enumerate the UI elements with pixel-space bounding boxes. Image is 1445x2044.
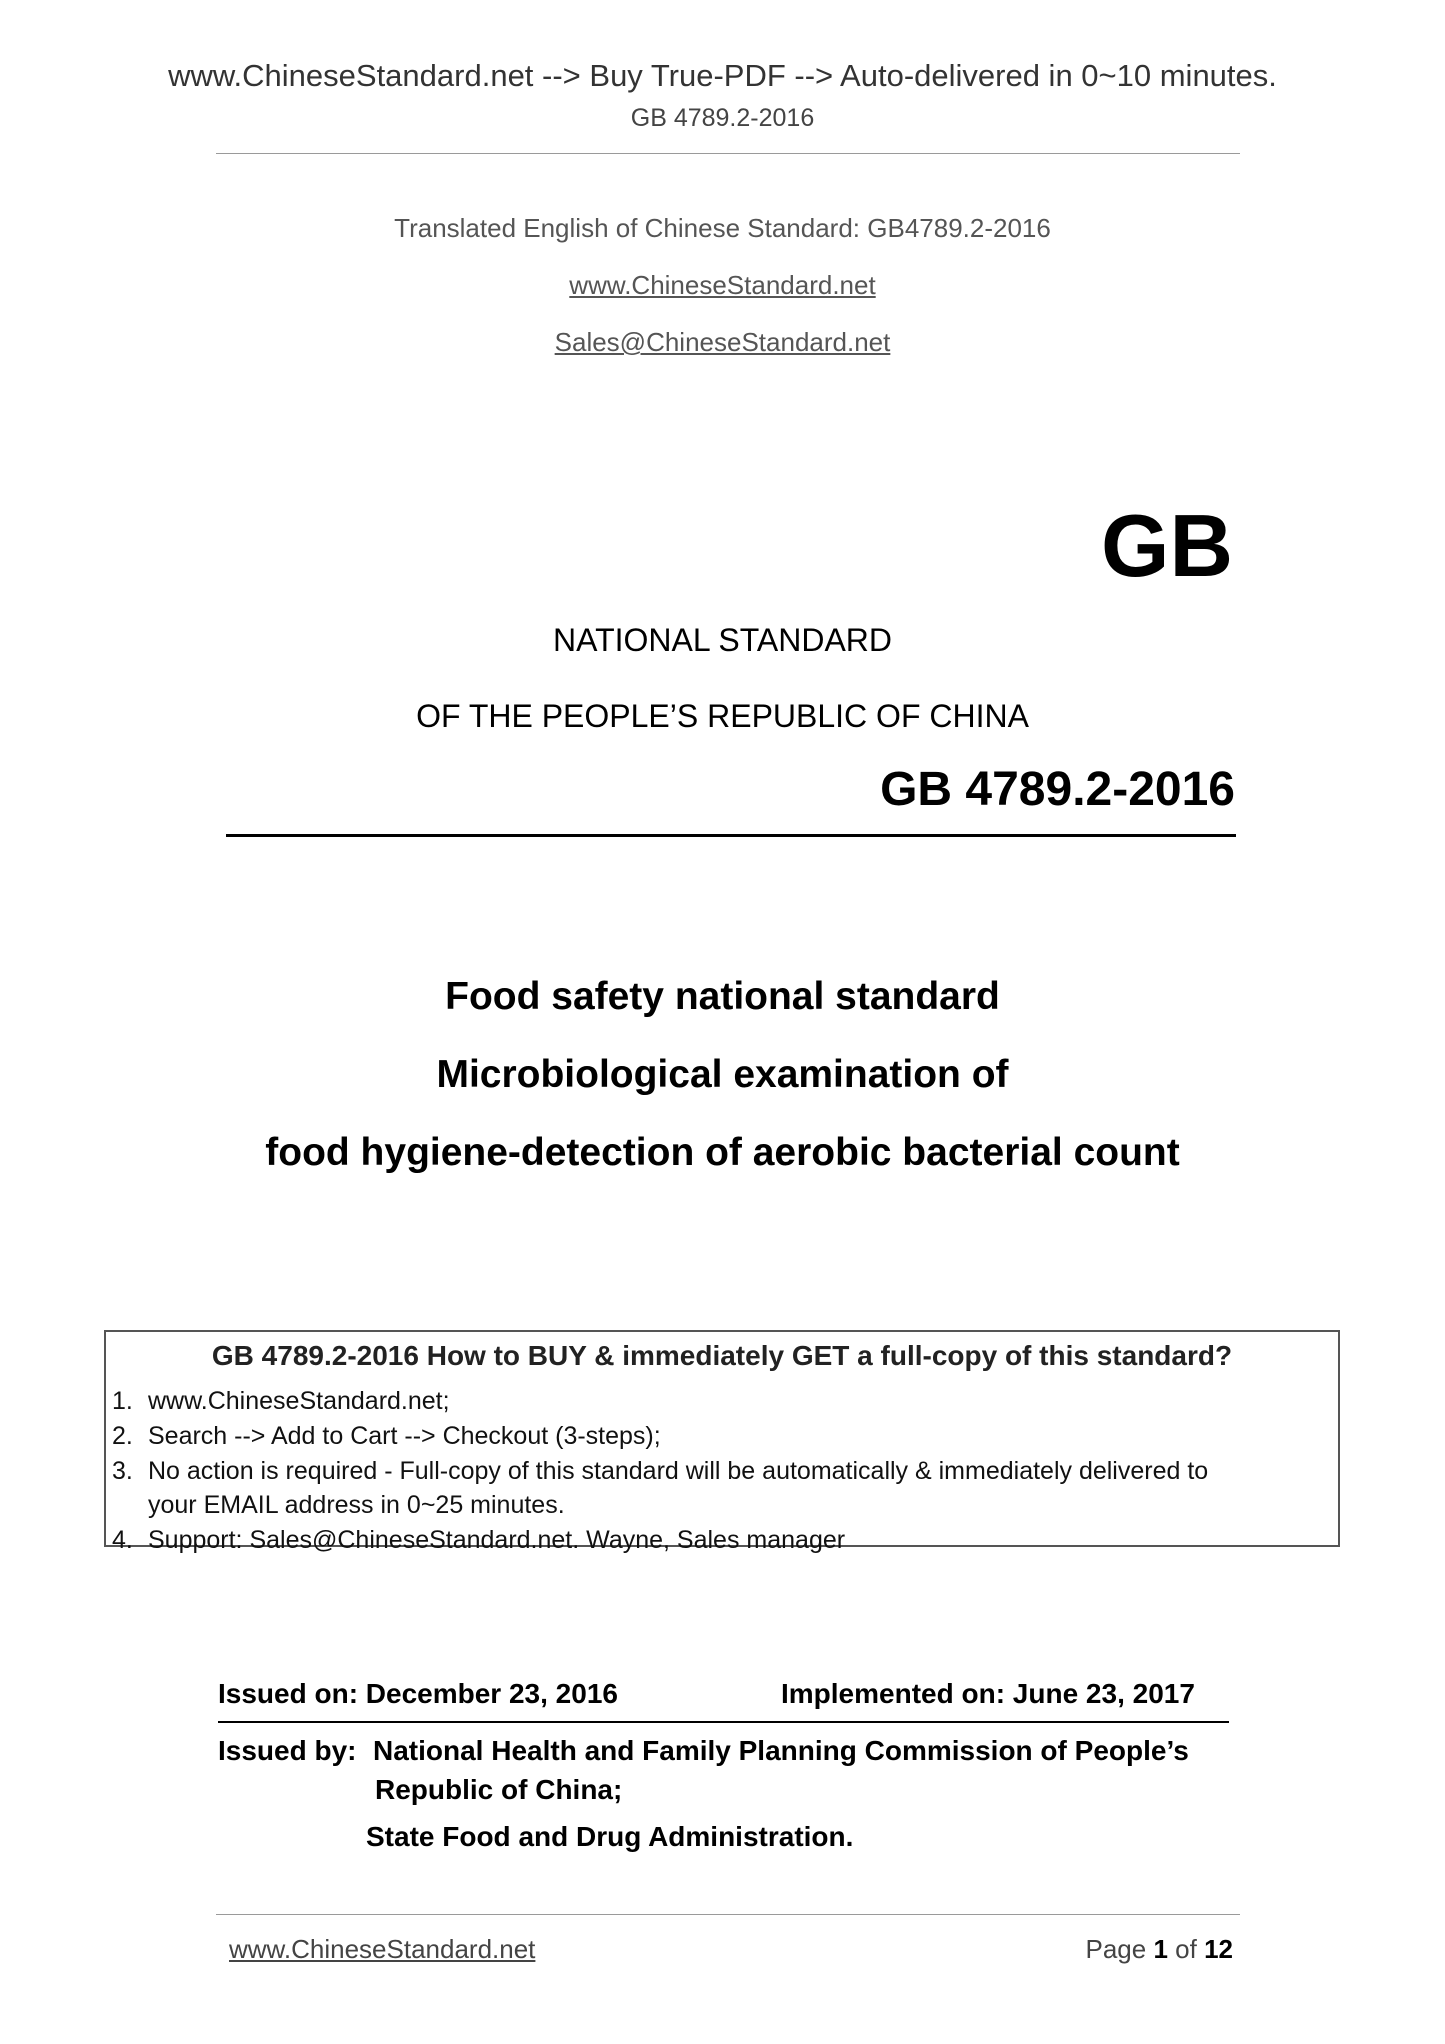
footer-website-link[interactable]: www.ChineseStandard.net bbox=[229, 1934, 536, 1964]
header-divider bbox=[216, 153, 1240, 154]
implemented-on-date: Implemented on: June 23, 2017 bbox=[781, 1678, 1195, 1709]
purchase-step bbox=[112, 1457, 1208, 1486]
page-word: Page bbox=[1085, 1934, 1147, 1964]
document-title-line-3: food hygiene-detection of aerobic bacterial count bbox=[265, 1131, 1180, 1174]
purchase-box-heading: GB 4789.2-2016 How to BUY & immediately GET a full-copy of this standard? bbox=[211, 1340, 1233, 1371]
issuer-1-line-1: National Health and Family Planning Commission of People’s bbox=[373, 1735, 1189, 1766]
step-number: 3. bbox=[112, 1457, 133, 1485]
translation-note: Translated English of Chinese Standard: GB4789.2-2016 bbox=[394, 213, 1051, 243]
page-indicator bbox=[1085, 1934, 1233, 1965]
issued-by-label: Issued by: bbox=[218, 1735, 357, 1766]
footer-divider bbox=[216, 1914, 1240, 1915]
standard-divider bbox=[226, 834, 1236, 837]
step-number: 1. bbox=[112, 1387, 133, 1415]
email-link-row bbox=[0, 327, 1445, 358]
step-text: Search --> Add to Cart --> Checkout (3-steps); bbox=[148, 1422, 661, 1450]
document-title-line-1: Food safety national standard bbox=[445, 975, 1000, 1018]
standard-number: GB 4789.2-2016 bbox=[880, 763, 1235, 816]
document-title-line-2: Microbiological examination of bbox=[436, 1053, 1009, 1096]
header-standard-code: GB 4789.2-2016 bbox=[630, 104, 815, 132]
total-page-count: 12 bbox=[1204, 1934, 1233, 1964]
purchase-step-continuation: your EMAIL address in 0~25 minutes. bbox=[148, 1491, 565, 1519]
header-banner: www.ChineseStandard.net --> Buy True-PDF --> Auto-delivered in 0~10 minutes. bbox=[168, 58, 1277, 93]
issuer-1-line-2: Republic of China; bbox=[375, 1774, 623, 1805]
national-standard-heading: NATIONAL STANDARD bbox=[553, 622, 892, 658]
dates-divider bbox=[218, 1721, 1229, 1723]
website-link[interactable]: www.ChineseStandard.net bbox=[569, 270, 876, 300]
step-number: 4. bbox=[112, 1526, 133, 1554]
issued-on-date: Issued on: December 23, 2016 bbox=[218, 1678, 618, 1709]
issuer-2: State Food and Drug Administration. bbox=[366, 1821, 854, 1852]
current-page-number: 1 bbox=[1153, 1934, 1168, 1964]
republic-heading: OF THE PEOPLE’S REPUBLIC OF CHINA bbox=[416, 698, 1029, 734]
step-text: Support: Sales@ChineseStandard.net. Wayne, Sales manager bbox=[148, 1526, 846, 1554]
of-word: of bbox=[1175, 1934, 1197, 1964]
purchase-step bbox=[112, 1422, 661, 1451]
purchase-step bbox=[112, 1387, 450, 1416]
website-link-row bbox=[0, 270, 1445, 301]
step-text: www.ChineseStandard.net; bbox=[148, 1387, 450, 1415]
step-number: 2. bbox=[112, 1422, 133, 1450]
purchase-info-box bbox=[104, 1330, 1340, 1554]
sales-email-link[interactable]: Sales@ChineseStandard.net bbox=[554, 327, 891, 357]
step-text: No action is required - Full-copy of this standard will be automatically & immediately delivered to bbox=[148, 1457, 1209, 1485]
gb-mark: GB bbox=[1101, 496, 1233, 595]
purchase-step bbox=[112, 1526, 845, 1555]
